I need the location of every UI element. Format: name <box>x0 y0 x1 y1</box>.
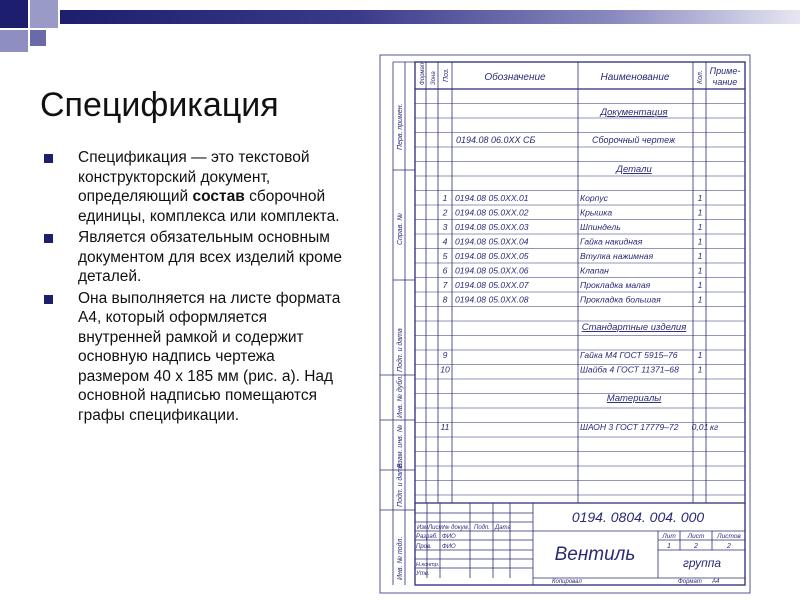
header-pos: Поз. <box>443 67 450 82</box>
standard-pos: 10 <box>440 364 450 375</box>
title-format-value: А4 <box>712 579 720 585</box>
side-label-podp-data-2: Подп. и дата <box>397 463 404 507</box>
header-zone: Зона <box>431 71 437 85</box>
standard-pos: 9 <box>442 350 448 360</box>
part-designation: 0194.08 05.0XX.01 <box>455 193 529 203</box>
section-standard: Стандартные изделия <box>581 322 687 333</box>
title-list-value: 2 <box>694 543 698 550</box>
part-qty: 1 <box>697 280 703 290</box>
bullet-text: Она выполняется на листе формата А4, который оформляется внутренней рамкой и содержит основную надпись чертежа размером 40 х 185 мм (рис. а). Над основной надписью помещаются графы спецификации. <box>78 289 341 424</box>
part-name: Втулка нажимная <box>580 251 654 261</box>
title-nkontr: Н.контр. <box>416 562 440 568</box>
part-pos: 7 <box>442 280 448 290</box>
side-label-sprav-no: Справ. № <box>397 213 404 245</box>
section-materials: Материалы <box>606 393 662 404</box>
part-designation: 0194.08 05.0XX.03 <box>455 222 529 232</box>
title-data: Дата <box>495 525 511 531</box>
title-group: группа <box>682 556 722 570</box>
side-label-inv-dubl: Инв. № дубл. <box>397 374 404 418</box>
part-qty: 1 <box>697 265 703 276</box>
spec-rows <box>440 193 719 432</box>
doc-row-designation: 0194.08 06.0XX СБ <box>456 135 536 145</box>
title-product: Вентиль <box>554 544 636 565</box>
title-copied: Копировал <box>552 579 582 585</box>
header-designation: Обозначение <box>484 72 546 83</box>
bullet-text: Является обязательным основным документом для всех изделий кроме деталей. <box>78 229 343 285</box>
part-qty: 1 <box>697 294 703 305</box>
header-qty: Кол. <box>697 70 704 84</box>
part-name: Прокладка большая <box>580 294 661 305</box>
material-qty: 0,01 <box>691 422 709 432</box>
title-prov: Пров. <box>416 544 432 550</box>
standard-qty: 1 <box>697 364 703 375</box>
title-lit-value: 1 <box>667 543 671 550</box>
title-format: Формат <box>678 579 702 585</box>
part-name: Гайка накидная <box>580 236 643 247</box>
part-name: Шпиндель <box>580 222 621 232</box>
header-name: Наименование <box>600 72 670 83</box>
part-qty: 1 <box>697 251 703 261</box>
part-name: Крышка <box>580 207 613 218</box>
title-code: 0194. 0804. 004. 000 <box>571 509 705 525</box>
title-list-r: Лист <box>687 533 705 540</box>
title-lit: Лит <box>662 533 676 540</box>
part-pos: 5 <box>442 251 448 261</box>
part-name: Прокладка малая <box>580 280 651 290</box>
part-designation: 0194.08 05.0XX.08 <box>455 294 529 305</box>
standard-qty: 1 <box>697 350 703 360</box>
doc-row-name: Сборочный чертеж <box>592 135 676 145</box>
material-pos: 11 <box>440 422 450 432</box>
part-name: Корпус <box>580 193 608 203</box>
header-note-line2: чание <box>712 77 738 87</box>
part-designation: 0194.08 05.0XX.07 <box>455 280 529 290</box>
title-listov: Листов <box>717 533 741 540</box>
title-izm: Изм <box>417 525 429 531</box>
part-qty: 1 <box>697 222 703 232</box>
title-list: Лист <box>428 525 444 531</box>
bullet-text-post: сборочной единицы, комплекса или комплекта. <box>78 188 340 225</box>
part-qty: 1 <box>697 207 703 218</box>
material-name: ШАОН 3 ГОСТ 17779–72 <box>580 422 679 432</box>
title-utv: Утв. <box>416 571 430 577</box>
title-fio-2: ФИО <box>442 544 456 550</box>
part-pos: 8 <box>442 294 448 305</box>
part-name: Клапан <box>580 265 609 276</box>
side-label-perv-primen: Перв. примен. <box>397 103 404 150</box>
part-designation: 0194.08 05.0XX.06 <box>455 265 529 276</box>
side-label-vzam-inv: Взам. инв. № <box>397 424 404 468</box>
part-pos: 2 <box>442 207 448 218</box>
part-pos: 6 <box>442 265 448 276</box>
material-note: кг <box>710 422 719 432</box>
slide-title: Спецификация <box>40 86 279 124</box>
part-designation: 0194.08 05.0XX.05 <box>455 251 529 261</box>
part-designation: 0194.08 05.0XX.04 <box>455 236 529 247</box>
title-doc-no: № докум. <box>443 525 470 531</box>
title-listov-value: 2 <box>727 543 731 550</box>
bullet-text-pre: Спецификация — это текстовой конструкторский документ, определяющий <box>78 149 310 205</box>
bullet-text-bold: состав <box>192 188 245 205</box>
side-label-inv-podl: Инв. № подл. <box>397 536 404 580</box>
title-podp: Подп. <box>474 525 490 531</box>
part-qty: 1 <box>697 193 703 203</box>
section-details: Детали <box>616 164 652 175</box>
part-pos: 3 <box>442 222 448 232</box>
header-note-line1: Приме- <box>709 66 741 76</box>
part-qty: 1 <box>697 236 703 247</box>
part-designation: 0194.08 05.0XX.02 <box>455 207 529 218</box>
part-pos: 1 <box>442 193 448 203</box>
part-pos: 4 <box>442 236 448 247</box>
side-label-podp-data: Подп. и дата <box>397 328 404 372</box>
standard-name: Шайба 4 ГОСТ 11371–68 <box>580 364 679 375</box>
header-format: Формат <box>420 61 426 85</box>
title-razrab: Разраб. <box>416 534 438 540</box>
title-fio-1: ФИО <box>442 534 456 540</box>
standard-name: Гайка М4 ГОСТ 5915–76 <box>580 350 678 360</box>
section-documentation: Документация <box>600 107 668 118</box>
